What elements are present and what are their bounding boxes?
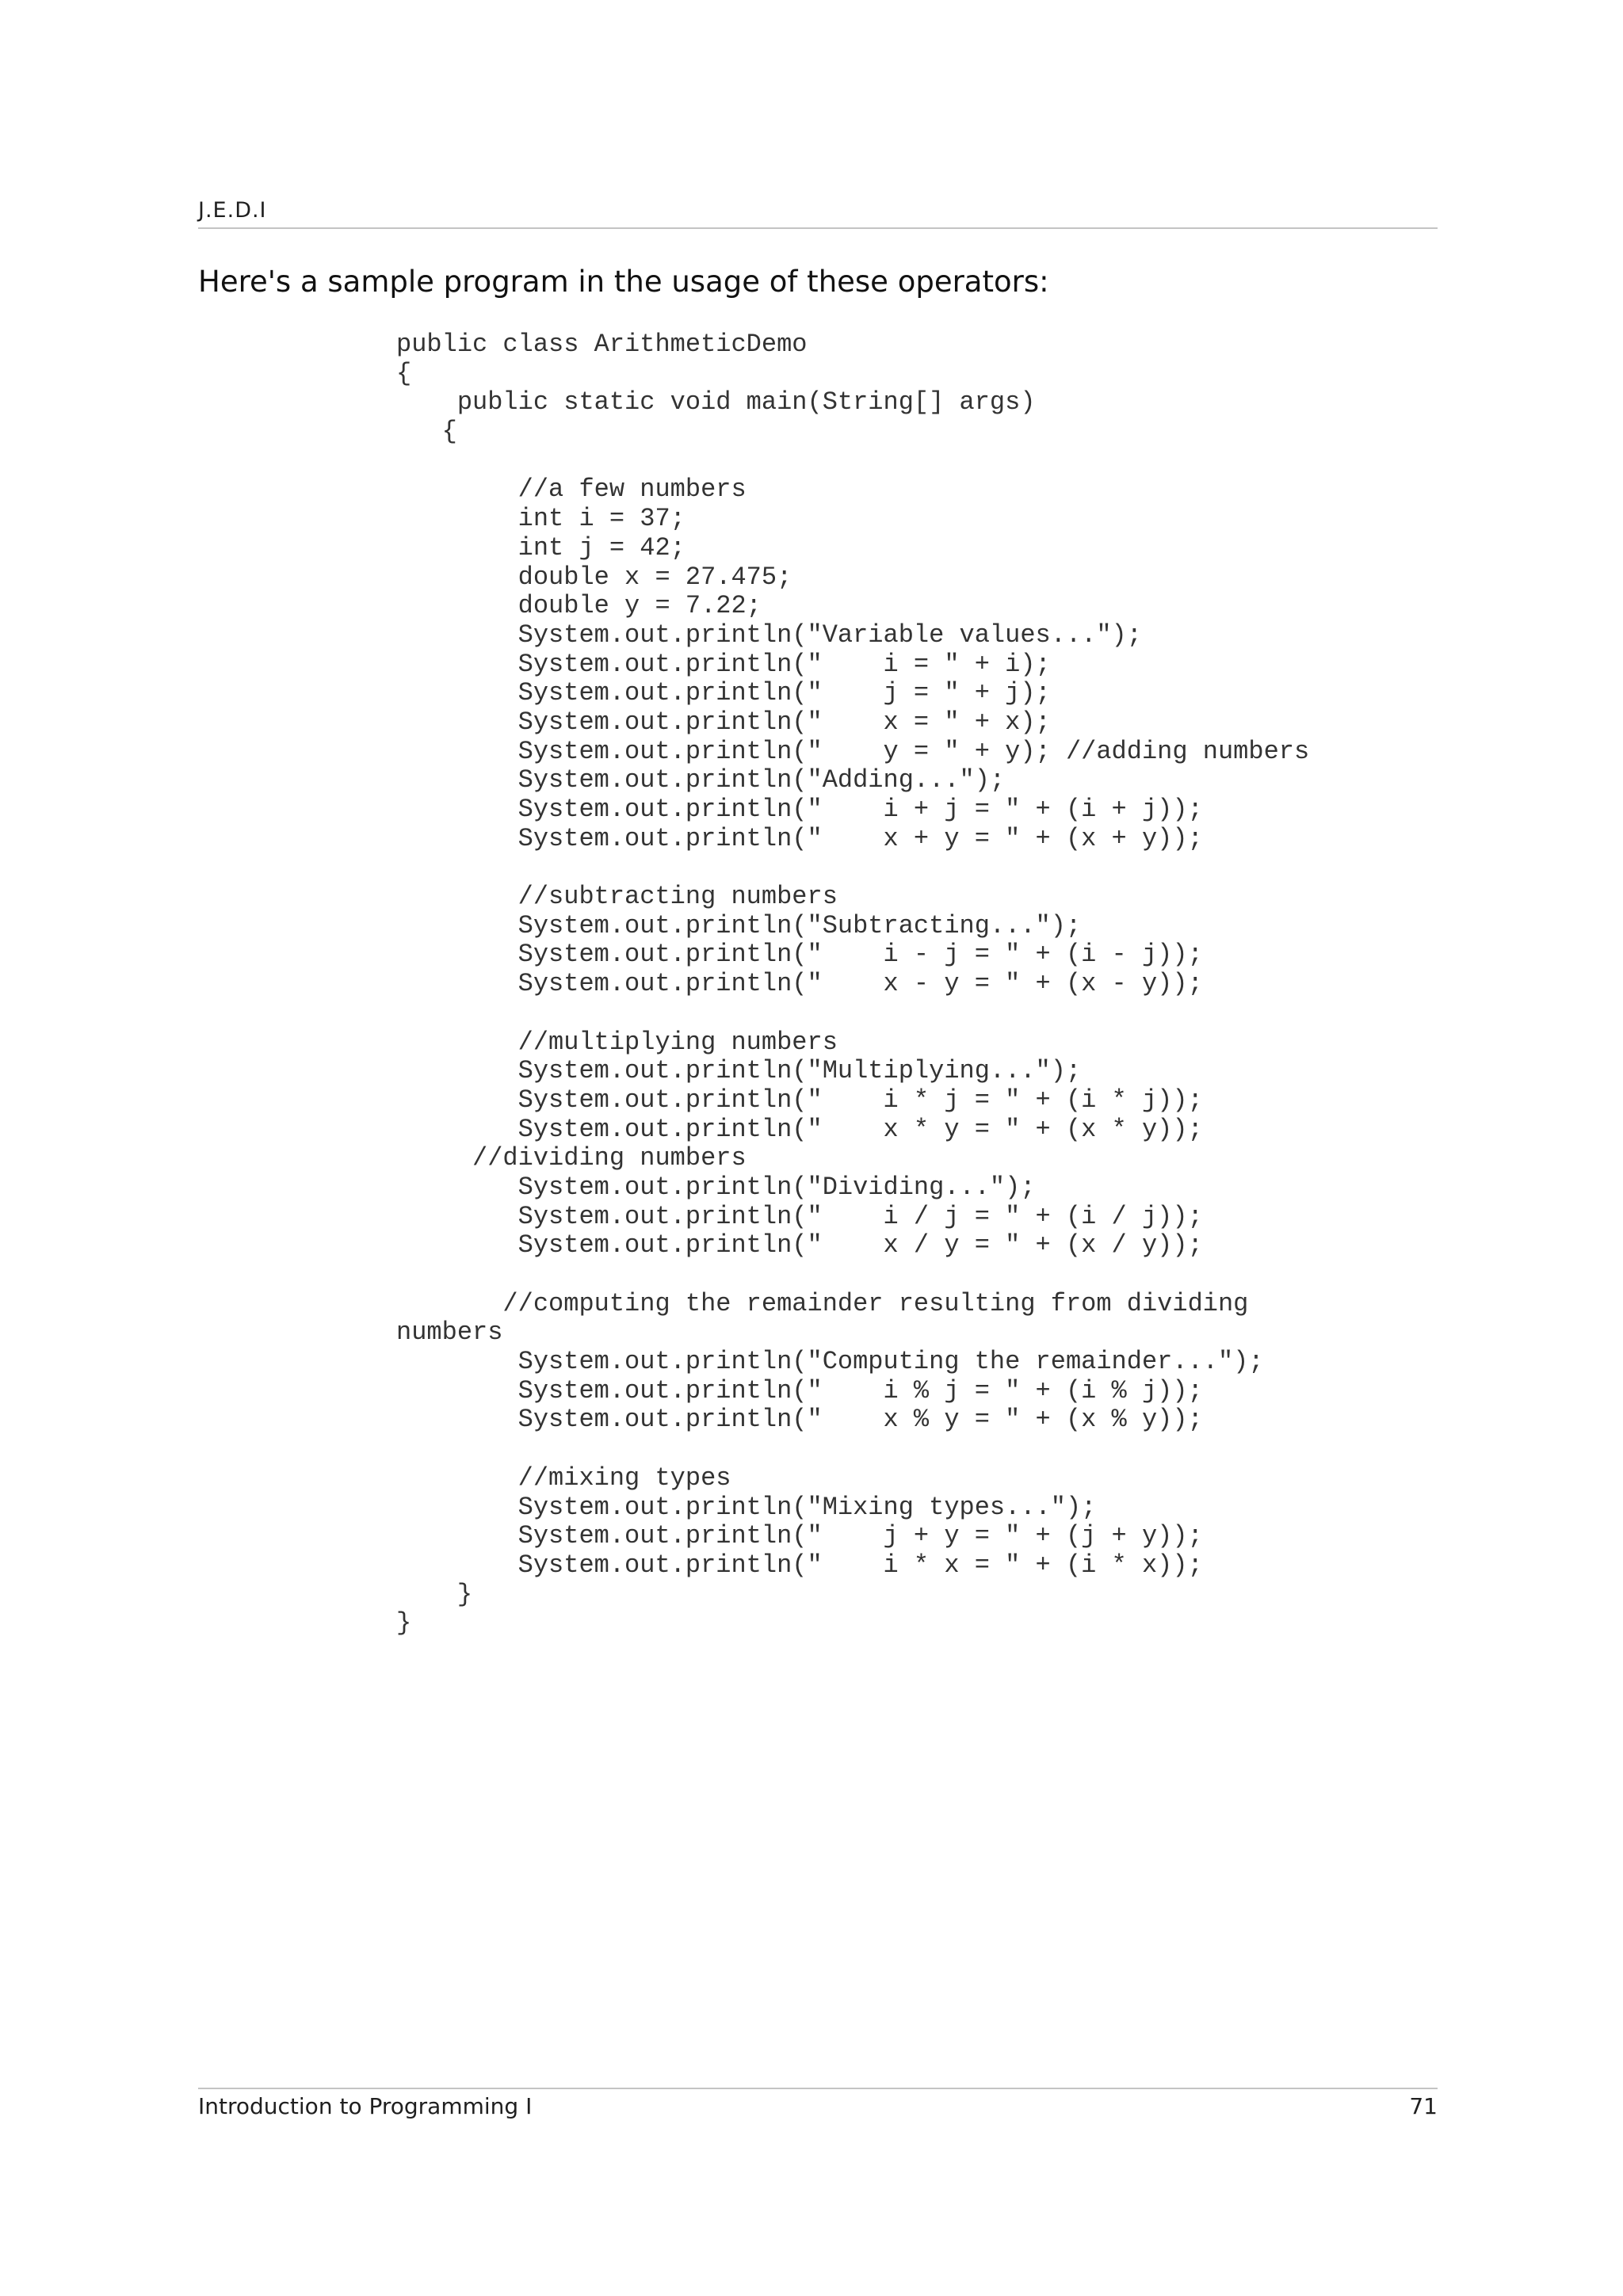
code-line: int j = 42; xyxy=(396,532,685,563)
code-line: double x = 27.475; xyxy=(396,562,792,592)
code-line: { xyxy=(396,417,457,447)
code-line: System.out.println("Multiplying..."); xyxy=(396,1056,1082,1086)
code-line: System.out.println("Subtracting..."); xyxy=(396,910,1082,940)
code-line xyxy=(396,1261,1309,1290)
footer-divider xyxy=(198,2088,1438,2089)
code-line: System.out.println(" i * x = " + (i * x)); xyxy=(396,1550,1203,1580)
code-line: System.out.println(" i - j = " + (i - j)); xyxy=(396,940,1203,970)
code-listing xyxy=(396,330,1309,1638)
page-number: 71 xyxy=(1409,2093,1438,2119)
code-line: System.out.println(" x % y = " + (x % y)); xyxy=(396,1405,1203,1435)
code-line xyxy=(396,999,1309,1028)
code-line: public static void main(String[] args) xyxy=(396,387,1036,418)
code-line: System.out.println("Computing the remainder..."); xyxy=(396,1347,1264,1377)
code-line: System.out.println(" i * j = " + (i * j)); xyxy=(396,1085,1203,1115)
intro-paragraph: Here's a sample program in the usage of these operators: xyxy=(198,265,1049,299)
running-header: J.E.D.I xyxy=(198,198,267,223)
code-line: public class ArithmeticDemo xyxy=(396,330,808,359)
code-line: //a few numbers xyxy=(396,475,747,505)
code-line xyxy=(396,1435,1309,1464)
code-line: System.out.println(" x / y = " + (x / y)); xyxy=(396,1230,1203,1261)
header-divider xyxy=(198,227,1438,229)
code-line: //dividing numbers xyxy=(396,1143,747,1173)
code-line: System.out.println(" i / j = " + (i / j)); xyxy=(396,1201,1203,1231)
code-line: //mixing types xyxy=(396,1463,731,1493)
code-line: //multiplying numbers xyxy=(396,1027,838,1057)
code-line: System.out.println(" j = " + j); xyxy=(396,678,1051,708)
code-line: int i = 37; xyxy=(396,504,685,534)
code-line: System.out.println("Mixing types..."); xyxy=(396,1492,1097,1522)
code-line: } xyxy=(396,1579,473,1609)
code-line xyxy=(396,853,1309,883)
code-line: //computing the remainder resulting from dividing xyxy=(396,1288,1249,1318)
code-line: System.out.println(" i = " + i); xyxy=(396,649,1051,679)
code-line: System.out.println("Variable values..."); xyxy=(396,620,1142,650)
code-line: System.out.println(" y = " + y); //adding numbers xyxy=(396,736,1310,766)
code-line: double y = 7.22; xyxy=(396,591,762,621)
code-line xyxy=(396,447,1309,476)
code-line: System.out.println(" x = " + x); xyxy=(396,707,1051,737)
code-line: { xyxy=(396,358,412,388)
code-line: System.out.println(" x - y = " + (x - y)); xyxy=(396,969,1203,999)
code-line: numbers xyxy=(396,1318,503,1348)
code-line: System.out.println(" j + y = " + (j + y)); xyxy=(396,1521,1203,1551)
code-line: System.out.println(" i % j = " + (i % j)); xyxy=(396,1375,1203,1405)
footer-book-title: Introduction to Programming I xyxy=(198,2093,533,2119)
code-line: System.out.println(" x + y = " + (x + y)); xyxy=(396,823,1203,853)
code-line: System.out.println(" x * y = " + (x * y)); xyxy=(396,1114,1203,1144)
code-line: System.out.println("Dividing..."); xyxy=(396,1172,1036,1202)
code-line: //subtracting numbers xyxy=(396,882,838,912)
code-line: System.out.println("Adding..."); xyxy=(396,765,1006,795)
code-line: System.out.println(" i + j = " + (i + j)); xyxy=(396,795,1203,824)
code-line: } xyxy=(396,1608,412,1638)
